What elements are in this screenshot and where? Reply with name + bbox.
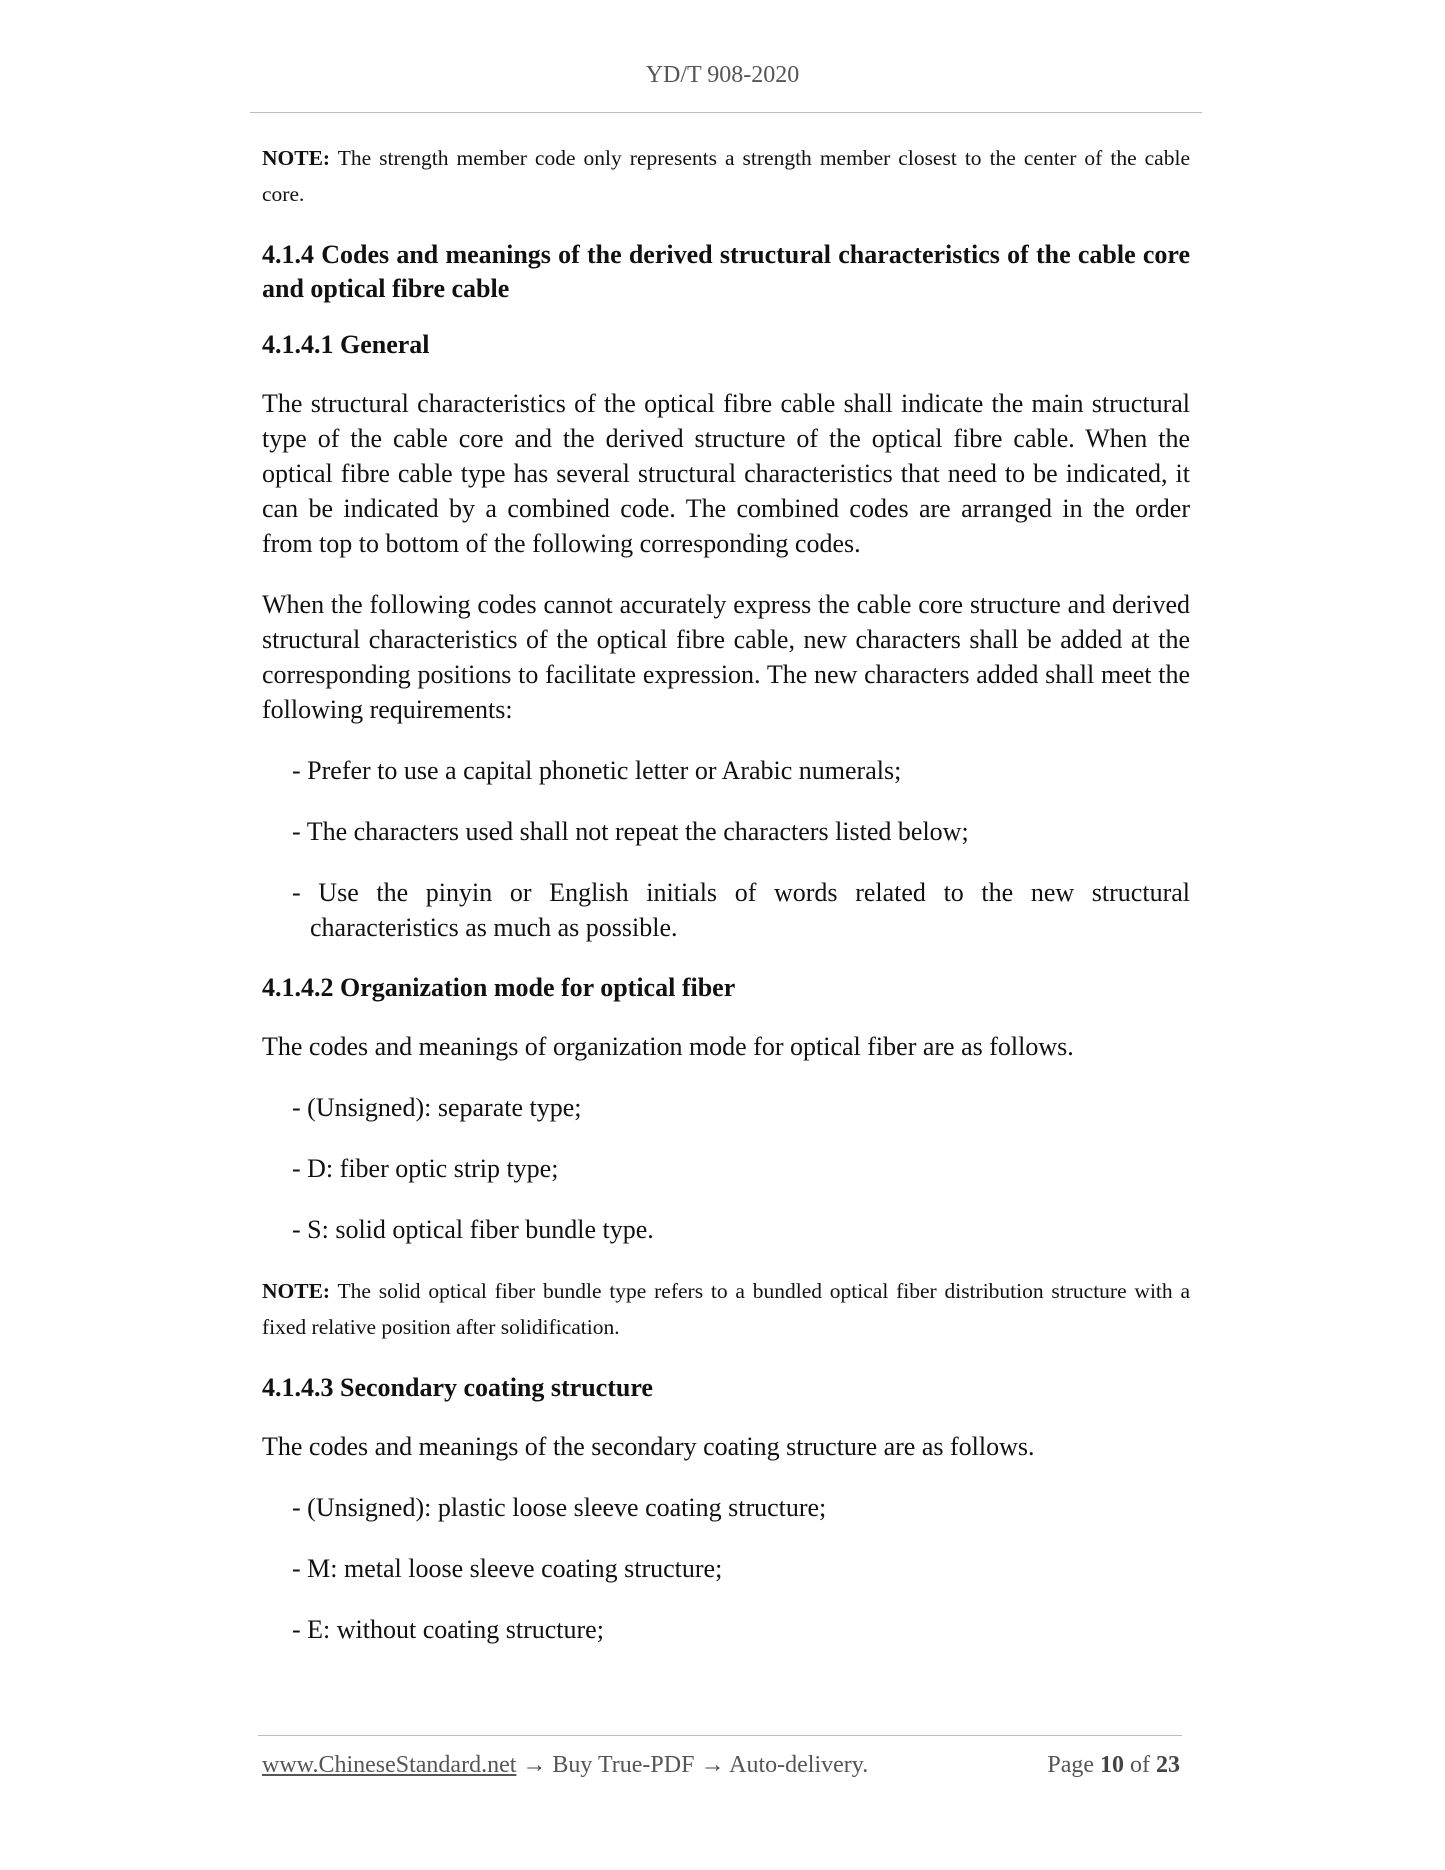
section-title-4-1-4-3: 4.1.4.3 Secondary coating structure: [262, 1373, 653, 1402]
arrow-right-icon: →: [522, 1752, 547, 1778]
page-total: 23: [1156, 1752, 1180, 1778]
of-word: of: [1130, 1752, 1150, 1778]
list-item: - S: solid optical fiber bundle type.: [292, 1215, 654, 1244]
footer-divider: [258, 1735, 1182, 1736]
delivery-text: Auto-delivery.: [729, 1752, 869, 1778]
list-item: - (Unsigned): separate type;: [292, 1093, 582, 1122]
list-item: - M: metal loose sleeve coating structure;: [292, 1554, 723, 1583]
section-title-4-1-4-1: 4.1.4.1 General: [262, 330, 430, 359]
list-item: - Prefer to use a capital phonetic letter or Arabic numerals;: [292, 756, 902, 785]
list-item: - Use the pinyin or English initials of words related to the new structural characteristics as much as possible.: [292, 878, 1190, 942]
note-label: NOTE:: [262, 1279, 331, 1303]
page-word: Page: [1047, 1752, 1094, 1778]
list-item: - E: without coating structure;: [292, 1615, 604, 1644]
list-item: - (Unsigned): plastic loose sleeve coating structure;: [292, 1493, 827, 1522]
site-link[interactable]: www.ChineseStandard.net: [262, 1752, 517, 1778]
list-item: - D: fiber optic strip type;: [292, 1154, 559, 1183]
page-footer: [262, 1752, 1180, 1779]
header-divider: [250, 112, 1202, 113]
note-label: NOTE:: [262, 146, 331, 170]
note-text: The solid optical fiber bundle type refers to a bundled optical fiber distribution structure with a fixed relative position after solidification.: [262, 1279, 1190, 1339]
page-number: 10: [1100, 1752, 1124, 1778]
note-fiber-bundle: [262, 1273, 1190, 1345]
document-header: YD/T 908-2020: [645, 62, 800, 88]
section-title-4-1-4: 4.1.4 Codes and meanings of the derived structural characteristics of the cable core and optical fibre cable: [262, 240, 1190, 303]
paragraph-organization-intro: The codes and meanings of organization mode for optical fiber are as follows.: [262, 1032, 1074, 1061]
note-strength-member: [262, 140, 1190, 212]
page-indicator: [1047, 1752, 1180, 1779]
section-title-4-1-4-2: 4.1.4.2 Organization mode for optical fiber: [262, 973, 736, 1002]
buy-text: Buy True-PDF: [552, 1752, 695, 1778]
paragraph-general-1: The structural characteristics of the optical fibre cable shall indicate the main structural type of the cable core and the derived structure of the optical fibre cable. When the optical fibre cable type has several structural characteristics that need to be indicated, it can be indicated by a combined code. The combined codes are arranged in the order from top to bottom of the following corresponding codes.: [262, 389, 1190, 558]
page-content: [262, 140, 1190, 1673]
paragraph-general-2: When the following codes cannot accurately express the cable core structure and derived structural characteristics of the optical fibre cable, new characters shall be added at the corresponding positions to facilitate expression. The new characters added shall meet the following requirements:: [262, 590, 1190, 724]
arrow-right-icon: →: [700, 1752, 725, 1778]
list-item: - The characters used shall not repeat the characters listed below;: [292, 817, 969, 846]
paragraph-coating-intro: The codes and meanings of the secondary coating structure are as follows.: [262, 1432, 1035, 1461]
note-text: The strength member code only represents a strength member closest to the center of the cable core.: [262, 146, 1190, 206]
